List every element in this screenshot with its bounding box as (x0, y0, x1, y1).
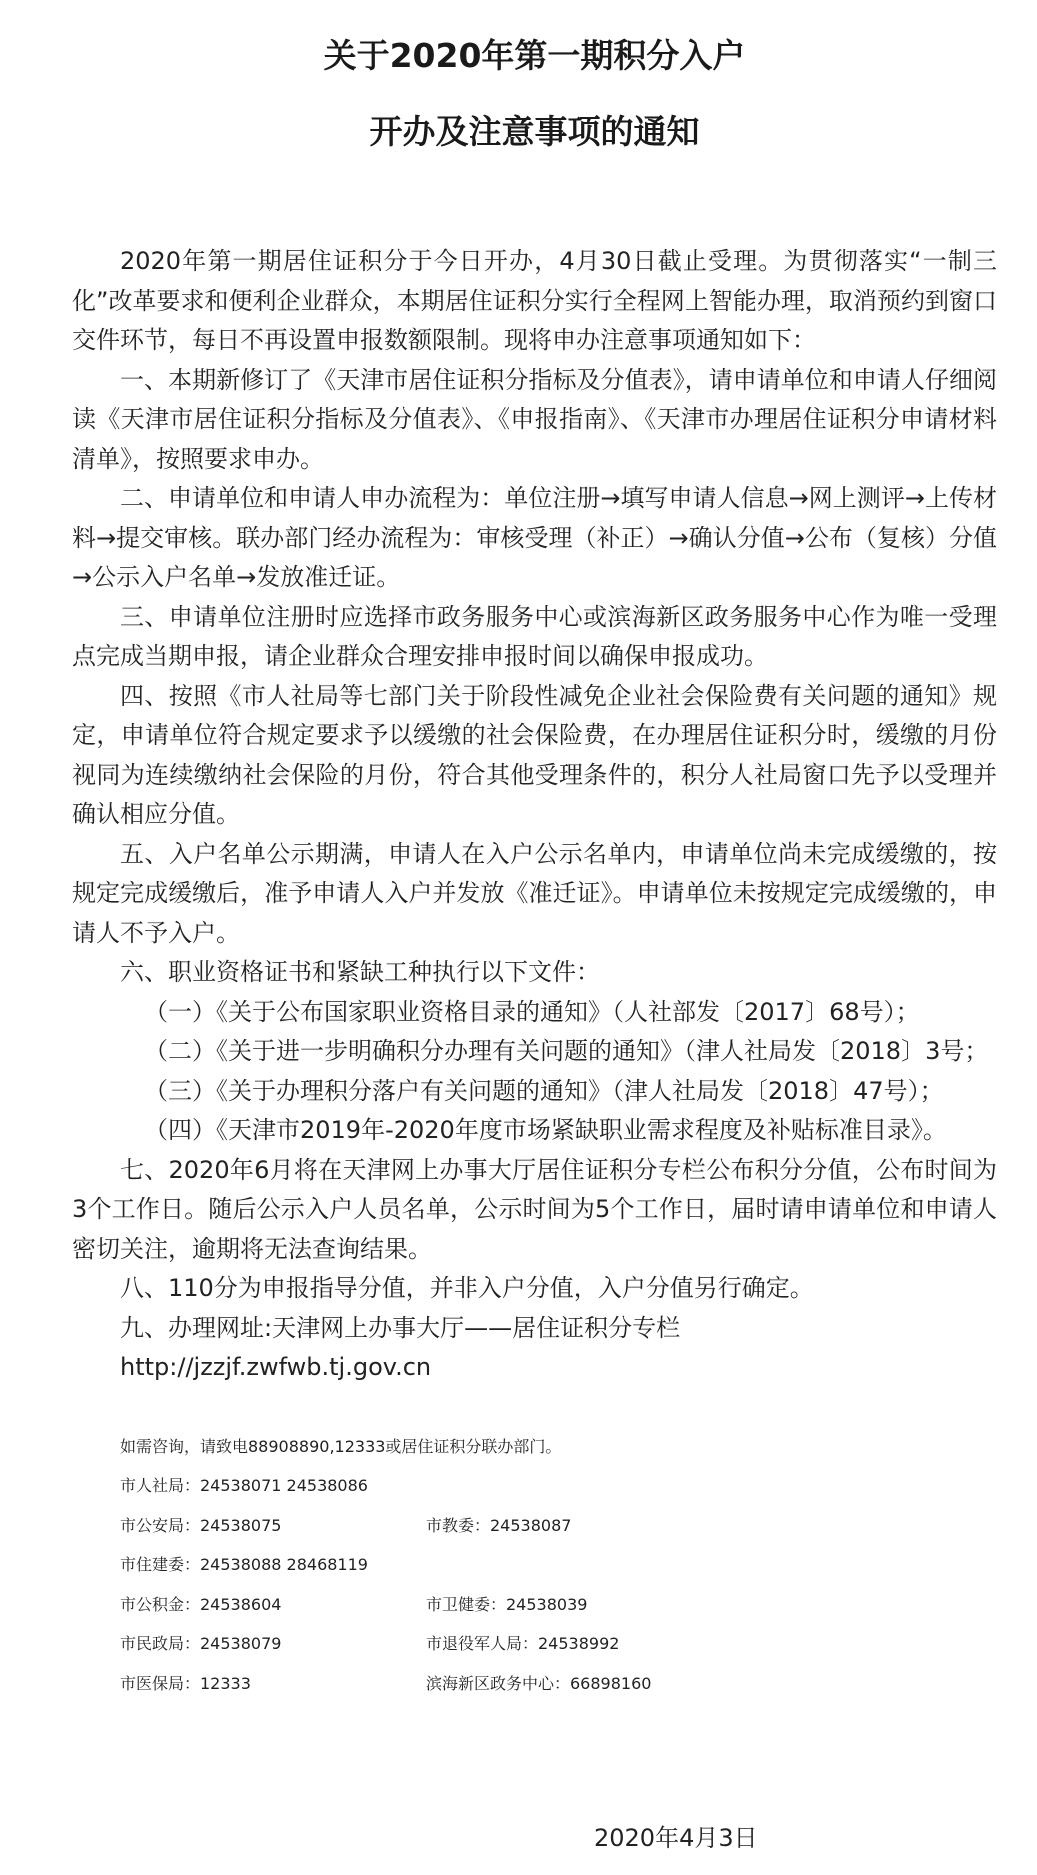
contact-left: 市公安局：24538075 (120, 1515, 282, 1535)
item-six: 六、职业资格证书和紧缺工种执行以下文件： (120, 958, 600, 986)
contact-right: 市教委：24538087 (426, 1515, 572, 1535)
contact-row (120, 1466, 997, 1506)
item-nine: 九、办理网址:天津网上办事大厅——居住证积分专栏 (120, 1313, 681, 1342)
contact-row (120, 1585, 997, 1625)
contact-right: 市卫健委：24538039 (426, 1594, 588, 1614)
contact-row (120, 1624, 997, 1664)
contact-left: 市人社局：24538071 24538086 (120, 1476, 368, 1495)
item-four: 四、按照《市人社局等七部门关于阶段性减免企业社会保险费有关问题的通知》规定，申请单位符合规定要求予以缓缴的社会保险费，在办理居住证积分时，缓缴的月份视同为连续缴纳社会保险的月份，符合其他受理条件的，积分人社局窗口先予以受理并确认相应分值。 (72, 681, 997, 828)
intro-paragraph: 2020年第一期居住证积分于今日开办，4月30日截止受理。为贯彻落实“一制三化”改革要求和便利企业群众，本期居住证积分实行全程网上智能办理，取消预约到窗口交件环节，每日不再设置申报数额限制。现将申办注意事项通知如下： (72, 247, 997, 354)
title-line-1: 关于2020年第一期积分入户 (323, 36, 746, 75)
contact-right: 市退役军人局：24538992 (426, 1634, 620, 1653)
item-three: 三、申请单位注册时应选择市政务服务中心或滨海新区政务服务中心作为唯一受理点完成当期申报，请企业群众合理安排申报时间以确保申报成功。 (72, 602, 997, 670)
contact-left: 市民政局：24538079 (120, 1634, 282, 1653)
item-six-sub-3: （三）《关于办理积分落户有关问题的通知》（津人社局发〔2018〕47号）； (144, 1076, 944, 1105)
contact-section (72, 1427, 997, 1704)
title-line-2: 开办及注意事项的通知 (369, 112, 700, 151)
item-two: 二、申请单位和申请人申办流程为：单位注册→填写申请人信息→网上测评→上传材料→提交审核。联办部门经办流程为：审核受理（补正）→确认分值→公布（复核）分值→公示入户名单→发放准迁证。 (72, 484, 997, 591)
notice-body (72, 242, 997, 1388)
contact-row (120, 1664, 997, 1704)
contact-row (120, 1506, 997, 1546)
issue-date: 2020年4月3日 (594, 1824, 758, 1852)
item-six-sub-4: （四）《天津市2019年-2020年度市场紧缺职业需求程度及补贴标准目录》。 (144, 1116, 947, 1144)
item-six-sub-2: （二）《关于进一步明确积分办理有关问题的通知》（津人社局发〔2018〕3号； (144, 1037, 989, 1065)
item-one: 一、本期新修订了《天津市居住证积分指标及分值表》，请申请单位和申请人仔细阅读《天津市居住证积分指标及分值表》、《申报指南》、《天津市办理居住证积分申请材料清单》，按照要求申办。 (72, 365, 997, 473)
contact-left: 市住建委：24538088 28468119 (120, 1555, 368, 1574)
contact-left: 市公积金：24538604 (120, 1594, 282, 1614)
item-seven: 七、2020年6月将在天津网上办事大厅居住证积分专栏公布积分分值，公布时间为3个工作日。随后公示入户人员名单，公示时间为5个工作日，届时请申请单位和申请人密切关注，逾期将无法查询结果。 (72, 1155, 997, 1263)
contact-right: 滨海新区政务中心：66898160 (426, 1673, 652, 1693)
website-url[interactable]: http://jzzjf.zwfwb.tj.gov.cn (120, 1353, 432, 1381)
contact-left: 市医保局：12333 (120, 1673, 251, 1693)
item-five: 五、入户名单公示期满，申请人在入户公示名单内，申请单位尚未完成缓缴的，按规定完成缓缴后，准予申请人入户并发放《准迁证》。申请单位未按规定完成缓缴的，申请人不予入户。 (72, 839, 997, 947)
consult-line: 如需咨询，请致电88908890,12333或居住证积分联办部门。 (120, 1436, 562, 1456)
item-six-sub-1: （一）《关于公布国家职业资格目录的通知》（人社部发〔2017〕68号）； (144, 997, 920, 1026)
contact-row (120, 1545, 997, 1585)
item-eight: 八、110分为申报指导分值，并非入户分值，入户分值另行确定。 (120, 1274, 814, 1302)
